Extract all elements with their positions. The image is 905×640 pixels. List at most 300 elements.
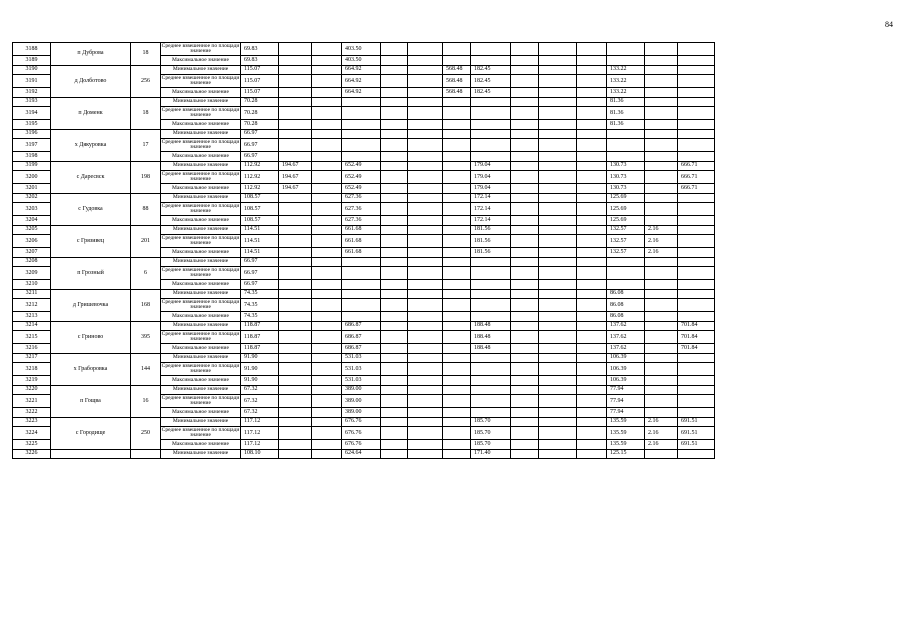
value-cell <box>678 257 715 267</box>
value-cell <box>279 280 312 290</box>
value-cell <box>471 280 511 290</box>
value-cell: 531.03 <box>342 376 381 386</box>
value-cell: 106.39 <box>607 363 645 376</box>
value-cell <box>577 363 607 376</box>
value-cell <box>539 417 577 427</box>
row-number: 3211 <box>13 289 51 299</box>
value-cell <box>279 289 312 299</box>
value-cell <box>645 107 678 120</box>
value-cell <box>312 417 342 427</box>
value-cell <box>678 107 715 120</box>
value-cell <box>443 280 471 290</box>
value-cell <box>678 65 715 75</box>
row-number: 3198 <box>13 152 51 162</box>
value-type: Минимальное значение <box>161 225 241 235</box>
value-cell: 67.32 <box>241 408 279 418</box>
value-cell <box>645 312 678 322</box>
value-cell <box>511 321 539 331</box>
value-cell <box>539 56 577 66</box>
value-cell: 106.39 <box>607 376 645 386</box>
value-cell <box>443 417 471 427</box>
row-number: 3204 <box>13 216 51 226</box>
population: 256 <box>131 65 161 97</box>
value-cell <box>342 299 381 312</box>
settlement-name: с Городище <box>51 417 131 449</box>
value-cell <box>408 353 443 363</box>
value-cell: 91.90 <box>241 353 279 363</box>
value-cell <box>342 312 381 322</box>
row-number: 3226 <box>13 449 51 459</box>
value-cell <box>381 427 408 440</box>
value-cell <box>443 257 471 267</box>
table-row <box>13 43 715 56</box>
value-cell: 70.28 <box>241 97 279 107</box>
value-cell <box>408 75 443 88</box>
population: 201 <box>131 225 161 257</box>
population: 250 <box>131 417 161 449</box>
value-cell: 70.28 <box>241 120 279 130</box>
value-cell <box>577 331 607 344</box>
value-cell <box>279 395 312 408</box>
value-cell: 171.40 <box>471 449 511 459</box>
value-cell <box>381 376 408 386</box>
value-cell <box>381 203 408 216</box>
value-cell <box>279 449 312 459</box>
value-type: Минимальное значение <box>161 417 241 427</box>
value-cell: 69.83 <box>241 43 279 56</box>
value-cell: 172.14 <box>471 193 511 203</box>
value-cell: 70.28 <box>241 107 279 120</box>
row-number: 3201 <box>13 184 51 194</box>
value-cell <box>577 152 607 162</box>
value-cell <box>279 417 312 427</box>
value-cell <box>443 331 471 344</box>
value-cell: 135.59 <box>607 440 645 450</box>
value-cell <box>471 43 511 56</box>
value-cell <box>279 216 312 226</box>
value-cell <box>381 440 408 450</box>
value-cell <box>607 152 645 162</box>
value-cell <box>279 43 312 56</box>
value-cell <box>471 289 511 299</box>
value-cell <box>678 193 715 203</box>
value-cell <box>408 120 443 130</box>
value-cell <box>312 161 342 171</box>
value-cell: 137.62 <box>607 344 645 354</box>
value-cell <box>443 139 471 152</box>
value-cell <box>678 235 715 248</box>
value-cell <box>381 129 408 139</box>
value-cell: 125.15 <box>607 449 645 459</box>
value-cell: 133.22 <box>607 65 645 75</box>
value-cell <box>279 353 312 363</box>
value-cell: 66.97 <box>241 257 279 267</box>
value-cell: 86.08 <box>607 289 645 299</box>
value-cell <box>577 171 607 184</box>
value-cell <box>312 193 342 203</box>
value-cell <box>279 427 312 440</box>
value-cell: 652.49 <box>342 171 381 184</box>
value-cell <box>577 417 607 427</box>
value-type: Максимальное значение <box>161 248 241 258</box>
value-cell: 77.94 <box>607 408 645 418</box>
value-cell: 2.16 <box>645 248 678 258</box>
value-cell: 108.10 <box>241 449 279 459</box>
population: 18 <box>131 43 161 66</box>
value-cell: 691.51 <box>678 417 715 427</box>
row-number: 3200 <box>13 171 51 184</box>
value-cell <box>279 385 312 395</box>
value-cell <box>645 299 678 312</box>
value-cell <box>511 184 539 194</box>
value-cell: 130.73 <box>607 161 645 171</box>
value-cell <box>342 97 381 107</box>
value-cell: 676.76 <box>342 440 381 450</box>
value-cell <box>408 203 443 216</box>
value-cell <box>408 344 443 354</box>
value-cell <box>511 161 539 171</box>
value-cell <box>312 363 342 376</box>
value-cell <box>511 353 539 363</box>
value-cell <box>539 193 577 203</box>
value-cell <box>645 257 678 267</box>
settlement-name: с Даресвск <box>51 161 131 193</box>
value-cell <box>408 331 443 344</box>
value-cell <box>539 289 577 299</box>
value-cell <box>342 139 381 152</box>
value-cell <box>408 225 443 235</box>
value-cell: 701.84 <box>678 321 715 331</box>
value-cell <box>511 289 539 299</box>
value-cell <box>312 344 342 354</box>
value-cell: 701.84 <box>678 344 715 354</box>
value-cell <box>645 321 678 331</box>
value-cell <box>577 75 607 88</box>
value-cell: 137.62 <box>607 331 645 344</box>
value-cell: 172.14 <box>471 203 511 216</box>
value-cell: 133.22 <box>607 88 645 98</box>
value-cell <box>645 203 678 216</box>
value-cell: 652.49 <box>342 161 381 171</box>
value-cell <box>577 395 607 408</box>
value-cell <box>443 193 471 203</box>
value-type: Среднее взвешенное по площади значение <box>161 170 240 182</box>
value-cell <box>577 161 607 171</box>
value-cell <box>678 267 715 280</box>
value-cell: 114.51 <box>241 225 279 235</box>
value-cell <box>607 43 645 56</box>
value-cell <box>645 75 678 88</box>
value-cell: 77.94 <box>607 385 645 395</box>
value-type: Среднее взвешенное по площади значение <box>161 202 240 214</box>
value-cell <box>408 184 443 194</box>
value-cell <box>381 321 408 331</box>
value-cell <box>539 235 577 248</box>
value-cell <box>381 395 408 408</box>
table-row <box>13 193 715 203</box>
value-cell <box>408 257 443 267</box>
value-cell <box>279 107 312 120</box>
value-cell <box>443 184 471 194</box>
settlement-name: п Грозный <box>51 257 131 289</box>
value-cell <box>539 449 577 459</box>
value-cell <box>381 184 408 194</box>
value-cell: 661.68 <box>342 248 381 258</box>
value-cell <box>408 299 443 312</box>
row-number: 3220 <box>13 385 51 395</box>
value-cell <box>577 376 607 386</box>
value-cell <box>539 267 577 280</box>
value-cell: 185.70 <box>471 427 511 440</box>
value-cell: 568.48 <box>443 75 471 88</box>
value-cell: 627.36 <box>342 203 381 216</box>
value-cell <box>678 152 715 162</box>
value-cell: 81.36 <box>607 97 645 107</box>
value-cell: 74.35 <box>241 289 279 299</box>
value-cell <box>645 139 678 152</box>
value-cell: 108.57 <box>241 216 279 226</box>
value-cell <box>408 43 443 56</box>
value-cell <box>511 65 539 75</box>
value-cell <box>279 225 312 235</box>
value-cell <box>678 385 715 395</box>
value-cell <box>312 184 342 194</box>
value-cell <box>342 289 381 299</box>
value-type: Минимальное значение <box>161 65 241 75</box>
row-number: 3219 <box>13 376 51 386</box>
value-cell <box>645 171 678 184</box>
value-cell <box>279 267 312 280</box>
value-cell <box>511 129 539 139</box>
value-cell <box>381 385 408 395</box>
value-cell <box>539 216 577 226</box>
value-cell <box>577 408 607 418</box>
value-cell <box>471 152 511 162</box>
value-cell <box>443 408 471 418</box>
value-cell <box>539 299 577 312</box>
value-cell <box>645 97 678 107</box>
value-cell <box>539 331 577 344</box>
value-cell: 661.68 <box>342 235 381 248</box>
value-cell <box>408 408 443 418</box>
value-type: Среднее взвешенное по площади значение <box>161 42 240 54</box>
value-cell <box>408 321 443 331</box>
value-cell <box>408 440 443 450</box>
value-cell <box>539 257 577 267</box>
value-cell: 389.00 <box>342 395 381 408</box>
value-cell <box>539 440 577 450</box>
value-cell: 74.35 <box>241 312 279 322</box>
value-cell: 686.87 <box>342 344 381 354</box>
value-cell: 179.04 <box>471 184 511 194</box>
value-cell <box>381 161 408 171</box>
value-cell <box>279 235 312 248</box>
value-cell <box>381 257 408 267</box>
value-cell: 66.97 <box>241 139 279 152</box>
value-cell <box>381 417 408 427</box>
value-cell: 125.69 <box>607 203 645 216</box>
value-type: Минимальное значение <box>161 289 241 299</box>
value-cell <box>539 344 577 354</box>
value-cell <box>381 344 408 354</box>
value-cell <box>381 299 408 312</box>
settlement-name: п Дуброва <box>51 43 131 66</box>
row-number: 3224 <box>13 427 51 440</box>
value-cell <box>443 56 471 66</box>
value-cell <box>471 129 511 139</box>
page-number: 84 <box>885 20 893 29</box>
value-cell <box>443 267 471 280</box>
value-cell <box>381 408 408 418</box>
value-cell <box>539 107 577 120</box>
value-cell <box>511 299 539 312</box>
value-cell: 81.36 <box>607 107 645 120</box>
settlement-name: с Гудовка <box>51 193 131 225</box>
population <box>131 449 161 459</box>
value-cell <box>381 152 408 162</box>
value-cell <box>678 129 715 139</box>
value-cell: 179.04 <box>471 171 511 184</box>
value-cell <box>539 376 577 386</box>
value-cell: 137.62 <box>607 321 645 331</box>
row-number: 3217 <box>13 353 51 363</box>
value-cell <box>279 129 312 139</box>
value-cell <box>312 376 342 386</box>
value-cell <box>279 88 312 98</box>
value-cell <box>678 289 715 299</box>
value-cell <box>678 75 715 88</box>
value-cell: 66.97 <box>241 267 279 280</box>
value-cell: 686.87 <box>342 321 381 331</box>
value-cell: 81.36 <box>607 120 645 130</box>
value-cell <box>443 171 471 184</box>
value-cell <box>279 203 312 216</box>
value-cell <box>678 280 715 290</box>
value-cell <box>408 193 443 203</box>
value-cell <box>312 395 342 408</box>
row-number: 3192 <box>13 88 51 98</box>
value-cell: 2.16 <box>645 225 678 235</box>
value-cell <box>539 65 577 75</box>
value-cell <box>312 267 342 280</box>
value-cell <box>645 395 678 408</box>
value-type: Среднее взвешенное по площади значение <box>161 298 240 310</box>
settlement-name: п Гощва <box>51 385 131 417</box>
value-cell <box>678 216 715 226</box>
value-cell <box>408 385 443 395</box>
value-cell <box>577 56 607 66</box>
value-cell <box>312 248 342 258</box>
value-cell <box>408 56 443 66</box>
value-type: Максимальное значение <box>161 280 241 290</box>
row-number: 3215 <box>13 331 51 344</box>
table-row <box>13 417 715 427</box>
row-number: 3212 <box>13 299 51 312</box>
value-cell <box>471 139 511 152</box>
value-cell <box>443 353 471 363</box>
value-cell <box>408 427 443 440</box>
value-cell: 112.92 <box>241 184 279 194</box>
value-cell <box>443 152 471 162</box>
value-cell <box>511 235 539 248</box>
value-cell <box>577 312 607 322</box>
value-cell <box>645 129 678 139</box>
value-type: Максимальное значение <box>161 56 241 66</box>
value-cell <box>577 203 607 216</box>
value-cell <box>511 395 539 408</box>
row-number: 3197 <box>13 139 51 152</box>
value-cell <box>471 267 511 280</box>
row-number: 3213 <box>13 312 51 322</box>
value-cell <box>678 312 715 322</box>
row-number: 3206 <box>13 235 51 248</box>
value-cell <box>312 88 342 98</box>
value-cell <box>443 225 471 235</box>
value-cell <box>279 299 312 312</box>
value-cell <box>381 235 408 248</box>
value-cell <box>511 97 539 107</box>
table-row <box>13 353 715 363</box>
table-row <box>13 321 715 331</box>
value-cell: 664.92 <box>342 75 381 88</box>
table-row <box>13 257 715 267</box>
population: 16 <box>131 385 161 417</box>
value-cell <box>511 248 539 258</box>
value-cell <box>511 75 539 88</box>
value-cell <box>279 65 312 75</box>
row-number: 3199 <box>13 161 51 171</box>
value-cell <box>577 344 607 354</box>
value-cell <box>443 248 471 258</box>
value-cell <box>539 312 577 322</box>
value-cell <box>645 385 678 395</box>
value-cell: 664.92 <box>342 88 381 98</box>
value-cell: 86.08 <box>607 299 645 312</box>
value-cell <box>511 225 539 235</box>
value-cell <box>408 449 443 459</box>
value-cell <box>312 257 342 267</box>
value-cell <box>381 97 408 107</box>
table-row <box>13 449 715 459</box>
value-cell <box>312 225 342 235</box>
value-cell: 74.35 <box>241 299 279 312</box>
row-number: 3207 <box>13 248 51 258</box>
value-cell <box>408 171 443 184</box>
value-cell <box>539 321 577 331</box>
value-type: Максимальное значение <box>161 376 241 386</box>
value-type: Максимальное значение <box>161 440 241 450</box>
value-cell <box>471 299 511 312</box>
value-type: Минимальное значение <box>161 257 241 267</box>
value-cell <box>279 152 312 162</box>
value-cell <box>511 331 539 344</box>
value-cell: 185.70 <box>471 417 511 427</box>
value-cell <box>312 65 342 75</box>
value-cell: 2.16 <box>645 235 678 248</box>
value-cell <box>577 385 607 395</box>
value-cell: 403.50 <box>342 56 381 66</box>
value-cell <box>408 289 443 299</box>
value-cell <box>511 56 539 66</box>
value-cell <box>342 257 381 267</box>
value-cell <box>279 120 312 130</box>
value-cell <box>511 107 539 120</box>
value-cell <box>408 161 443 171</box>
value-type: Максимальное значение <box>161 184 241 194</box>
value-cell <box>577 449 607 459</box>
value-cell: 130.73 <box>607 184 645 194</box>
value-type: Минимальное значение <box>161 193 241 203</box>
